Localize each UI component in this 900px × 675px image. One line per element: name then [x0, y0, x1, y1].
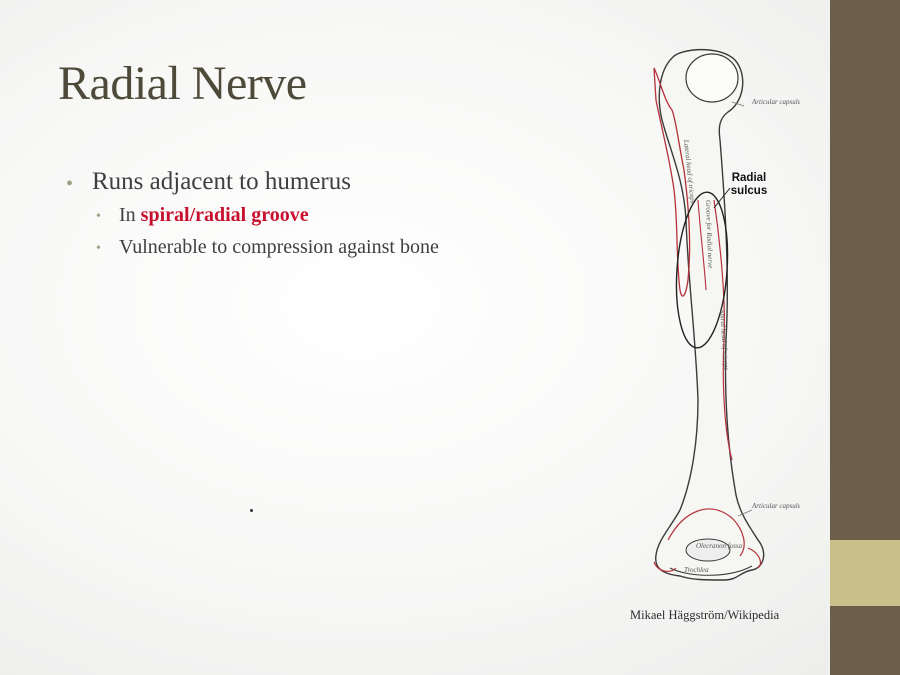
- capsule-label-bottom: Articular capsule: [752, 502, 800, 510]
- fossa-label: Olecranon fossa: [696, 542, 743, 550]
- bullet-marker: •: [66, 173, 74, 195]
- humeral-head: [686, 54, 738, 102]
- svg-text:Lateral head of triceps: Lateral head of triceps: [682, 139, 697, 204]
- humerus-bone-drawing: [640, 40, 800, 615]
- radial-sulcus-label: [724, 172, 774, 198]
- capsule-label-top: Articular capsule: [752, 98, 800, 106]
- stray-dot: [250, 509, 253, 512]
- sub-bullet-item: [96, 204, 439, 227]
- sub-bullet-list: [96, 204, 439, 259]
- sidebar-accent-block: [830, 540, 900, 606]
- svg-text:Groove for Radial nerve: Groove for Radial nerve: [704, 199, 715, 269]
- bullet-text: Runs adjacent to humerus: [92, 168, 351, 195]
- humerus-illustration: [640, 40, 800, 615]
- bullet-marker: •: [96, 209, 101, 224]
- bone-outline: [656, 50, 764, 580]
- sub-bullet-text: Vulnerable to compression against bone: [119, 236, 439, 258]
- trochlea-label: Trochlea: [684, 566, 709, 574]
- slide-title: Radial Nerve: [58, 57, 307, 110]
- callout-line1: Radial: [731, 172, 767, 184]
- callout-line2: sulcus: [730, 185, 768, 197]
- bullet-item: [66, 168, 439, 259]
- bullet-marker: •: [96, 241, 101, 256]
- sub-bullet-item: [96, 236, 439, 259]
- svg-text:Spiral head of triceps: Spiral head of triceps: [718, 309, 731, 371]
- sub-bullet-prefix: In: [119, 204, 141, 226]
- bullet-list: [66, 168, 439, 268]
- highlighted-term: spiral/radial groove: [140, 204, 309, 226]
- image-credit: Mikael Häggström/Wikipedia: [630, 608, 780, 622]
